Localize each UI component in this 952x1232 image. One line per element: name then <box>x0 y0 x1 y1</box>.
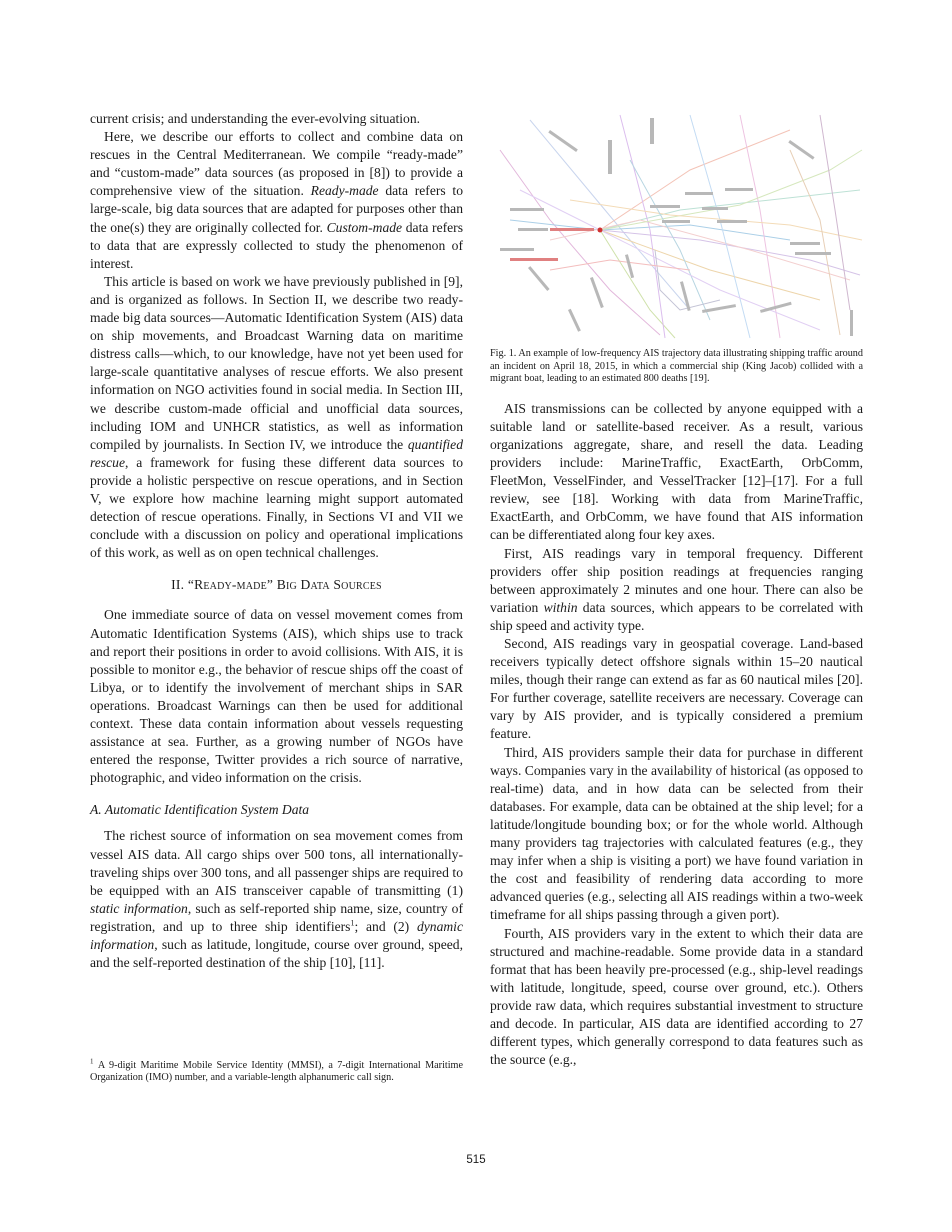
paragraph-ais-overview: One immediate source of data on vessel movement comes from Automatic Identification Systems (AIS), which ships use to track and report their positions in order to avoid collisions. With AIS, it is possible to monitor e.g., the behavior of rescue ships off the coast of Libya, or to identify the involvement of merchant ships in SAR operations. Broadcast Warnings can then be used for additional context. These data contain information about vessels requesting assistance at sea. Further, as a growing number of NGOs have entered the response, Twitter provides a rich source of narrative, photographic, and video information on the crisis. <box>90 607 463 786</box>
paragraph-structure: Fourth, AIS providers vary in the extent to which their data are structured and machine-readable. Some provide data in a standard format that has been heavily pre-processed (e.g., ship-level readings with latitude, longitude, speed, course over ground, etc.). Others provide raw data, which requires substantial investment to structure and decode. In particular, AIS data are identified according to 27 different types, which generally correspond to data features such as the source (e.g., <box>490 925 863 1068</box>
footnote-text: A 9-digit Maritime Mobile Service Identity (MMSI), a 7-digit International Maritime Organization (IMO) number, and a variable-length alphanumeric call sign. <box>90 1060 464 1084</box>
paragraph-sampling: Third, AIS providers sample their data for purchase in different ways. Companies vary in the availability of historical (as opposed to real-time) data, and in how data can be selected from their databases. For example, data can be obtained at the ship level; for a latitude/longitude bounding box; or for the whole world. Although many providers tag trajectories with calculated features (e.g., they may infer when a ship is visiting a port) we have found variation in the cost and feasibility of rendering data according to more advanced queries (e.g., selecting all AIS readings within a two-week timeframe for all ships passing through a given port). <box>490 744 863 923</box>
footnote-ref: 1 <box>350 918 355 928</box>
left-column <box>90 110 463 972</box>
footnote-mark: 1 <box>90 1057 94 1066</box>
paragraph-temporal-frequency: First, AIS readings vary in temporal frequency. Different providers offer ship position readings at frequencies ranging between approximately 2 minutes and one hour. There can also be variation within data sources, which appears to be correlated with ship speed and activity type. <box>490 545 863 633</box>
subsection-heading: A. Automatic Identification System Data <box>90 802 310 818</box>
page-number: 515 <box>466 1154 486 1166</box>
paragraph-intro-end: current crisis; and understanding the ever-evolving situation. <box>90 111 421 126</box>
paragraph-ais-data: The richest source of information on sea movement comes from vessel AIS data. All cargo ships over 500 tons, all internationally-traveling ships over 300 tons, and all passenger ships are required to be equipped with an AIS transceiver capable of transmitting (1) static information, such as self-reported ship name, size, country of registration, and up to three ship identifiers$^1$; and (2) dynamic information, such as latitude, longitude, course over ground, speed, and the self-reported destination of the ship [10], [11]. <box>90 828 463 971</box>
section-heading: II. “Ready-made” Big Data Sources <box>171 577 382 593</box>
footnote <box>90 1057 464 1085</box>
trajectory-map-image <box>490 110 863 340</box>
paragraph-organization: This article is based on work we have previously published in [9], and is organized as follows. In Section II, we describe two ready-made big data sources—Automatic Identification System (AIS) data on ship movements, and Broadcast Warning data on maritime distress calls—which, to our knowledge, have not yet been used for large-scale quantitative analyses of rescue efforts. We also present information on NGO activities found in social media. In Section III, we describe custom-made official and unofficial data sources, including IOM and UNHCR statistics, as well as information compiled by journalists. In Section IV, we introduce the quantified rescue, a framework for fusing these different data sources to provide a holistic perspective on rescue operations, and in Section V, we explore how machine learning might support automated detection of rescue operations. Finally, in Sections VI and VII we conclude with a discussion on policy and operational implications of this work, as well as on open technical challenges. <box>90 273 463 561</box>
paragraph-geospatial-coverage: Second, AIS readings vary in geospatial coverage. Land-based receivers typically detect offshore signals within 15–20 nautical miles, though their range can extend as far as 60 nautical miles [20]. For further coverage, satellite receivers are necessary. Coverage can vary by AIS provider, and is typically considered a premium feature. <box>490 636 863 742</box>
right-column <box>490 110 863 1069</box>
paragraph-ais-collection: AIS transmissions can be collected by anyone equipped with a suitable land or satellite-based receiver. As a result, various organizations aggregate, share, and resell the data. Leading providers include: MarineTraffic, ExactEarth, OrbComm, FleetMon, VesselFinder, and VesselTracker [12]–[17]. For a full review, see [18]. Working with data from MarineTraffic, ExactEarth, and OrbComm, we have found that AIS information can be differentiated along four key axes. <box>490 400 863 543</box>
paragraph-description: Here, we describe our efforts to collect and combine data on rescues in the Central Mediterranean. We compile “ready-made” and “custom-made” data sources (as proposed in [8]) to provide a comprehensive view of the situation. Ready-made data refers to large-scale, big data sources that are adapted for purposes other than the one(s) they are originally collected for. Custom-made data refers to data that are expressly collected to study the phenomenon of interest. <box>90 129 463 271</box>
figure-ais-trajectories <box>490 110 863 340</box>
figure-caption: Fig. 1. An example of low-frequency AIS trajectory data illustrating shipping traffic around an incident on April 18, 2015, in which a commercial ship (King Jacob) collided with a migrant boat, leading to an estimated 800 deaths [19]. <box>490 348 863 385</box>
